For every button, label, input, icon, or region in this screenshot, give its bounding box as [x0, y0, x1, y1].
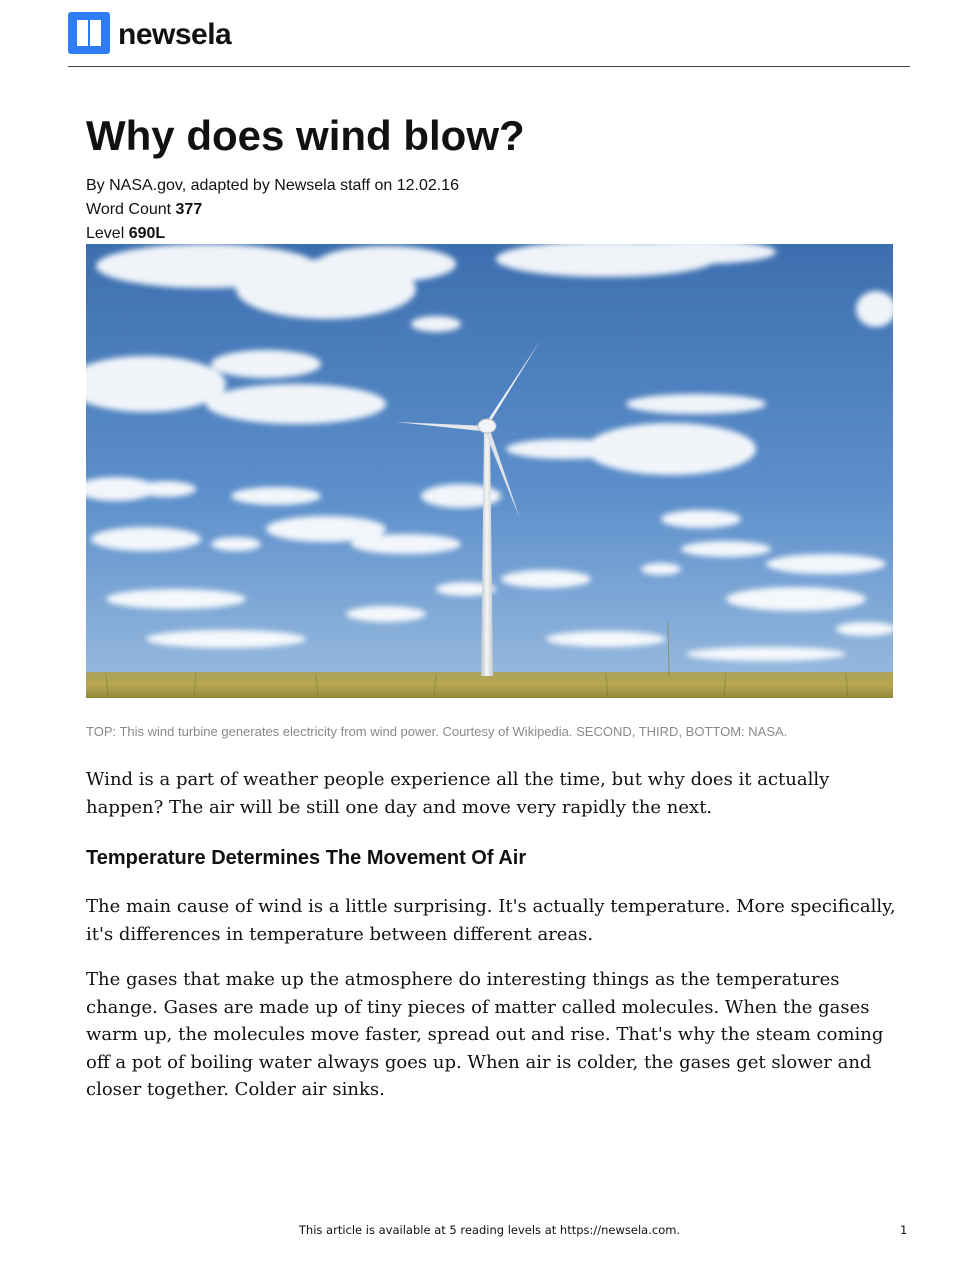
reading-level [86, 224, 165, 244]
image-caption: TOP: This wind turbine generates electricity from wind power. Courtesy of Wikipedia. SECOND, THIRD, BOTTOM: NASA. [86, 724, 788, 739]
article-title: Why does wind blow? [86, 112, 525, 159]
byline: By NASA.gov, adapted by Newsela staff on 12.02.16 [86, 177, 459, 194]
paragraph-intro: Wind is a part of weather people experience all the time, but why does it actually happen? The air will be still one day and move very rapidly the next. [86, 769, 830, 818]
paragraph-gases: The gases that make up the atmosphere do interesting things as the temperatures change. Gases are made up of tiny pieces of matter called molecules. When the gases warm up, the molecules move faster, spread out and rise. That's why the steam coming off a pot of boiling water always goes up. When air is colder, the gases get slower and closer together. Colder air sinks. [86, 969, 884, 1100]
newsela-book-icon[interactable] [68, 12, 110, 54]
site-logo-text[interactable]: newsela [118, 18, 232, 51]
level-value: 690L [128, 225, 166, 242]
section-heading: Temperature Determines The Movement Of Air [86, 847, 527, 869]
paragraph-cause: The main cause of wind is a little surprising. It's actually temperature. More specifically, it's differences in temperature between different areas. [86, 896, 896, 945]
wind-turbine-photo [86, 244, 893, 698]
header-divider [68, 66, 910, 67]
level-label: Level [86, 225, 125, 242]
page-number: 1 [900, 1223, 908, 1237]
footer-availability: This article is available at 5 reading levels at https://newsela.com. [298, 1223, 681, 1237]
site-header [68, 12, 910, 68]
word-count-value: 377 [175, 201, 203, 218]
word-count-label: Word Count [86, 201, 172, 218]
word-count [86, 200, 202, 220]
